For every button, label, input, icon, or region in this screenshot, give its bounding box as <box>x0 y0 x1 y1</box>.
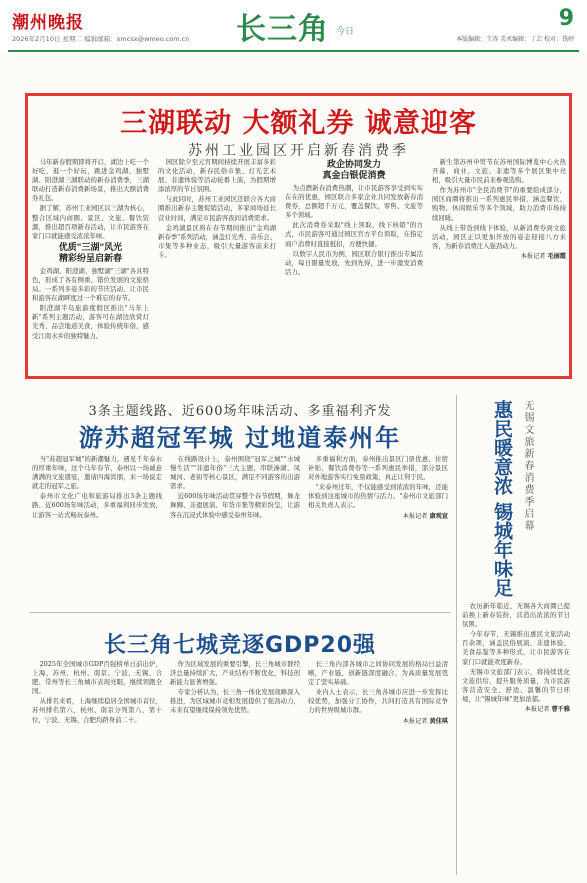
story2-column-3 <box>308 455 448 605</box>
story3-column-1 <box>32 660 162 875</box>
paragraph: 当"苏超冠军城"的新潮魅力，遇见千年泰水的厚重年味，这个马年春节，泰州以一场诚意满满的文旅盛宴，邀请四海宾朋，来一场说走就走的冠军之旅。 <box>32 455 162 491</box>
paragraph: 金鸡湖、阳澄湖、独墅湖"三湖"各具特色，形成了各有侧重、错位发展的文旅格局。一系列多姿多彩的节庆活动，让市民和游客在湖畔度过一个难忘的春节。 <box>32 266 149 303</box>
editor-line: 本版编辑：王涛 美术编辑：丁芸 校对：钱婷 <box>456 36 574 43</box>
story2-column-2 <box>170 455 300 605</box>
story2-headline: 游苏超冠军城 过地道泰州年 <box>78 424 402 452</box>
paragraph: 金鸡湖景区将在春节期间推出"金鸡湖新春季"系列活动，涵盖灯光秀、音乐会、市集等多种业态，吸引大量游客前来打卡。 <box>158 223 276 259</box>
byline-name: 黄佳琪 <box>429 717 448 725</box>
paragraph: 今年春节，无锡推出惠民文旅活动百余项，涵盖民俗展演、非遗体验、美食品鉴等多种形式，让市民游客在家门口就能欢度新春。 <box>462 630 570 666</box>
byline-name: 曹千雅 <box>551 706 570 714</box>
paragraph: 在线路设计上，泰州围绕"冠军之城""水城慢生活""非遗年俗"三大主题，串联溱湖、凤城河、老街等核心景区，满足不同游客的出游需求。 <box>170 455 300 491</box>
lead-subhead-1: 优质"三湖"风光 精彩纷呈启新春 <box>58 242 123 264</box>
feature-column <box>462 602 570 872</box>
page-number-box <box>456 6 578 44</box>
paragraph: 2025年全国城市GDP百强榜单日前出炉，上海、苏州、杭州、南京、宁波、无锡、合肥、常州等长三角城市表现亮眼，继续领跑全国。 <box>32 660 162 696</box>
story3-column-2 <box>170 660 300 875</box>
byline-label: 本报记者 <box>520 252 546 260</box>
paragraph: 作为区域发展的重要引擎，长三角城市群经济总量持续扩大，产业结构不断优化，科技创新能力显著增强。 <box>170 660 300 687</box>
story2-kicker: 3条主题线路、近600场年味活动、多重福利齐发 <box>88 404 392 419</box>
masthead <box>0 0 587 52</box>
paragraph: 长三角内部各城市之间协同发展的格局日益清晰，产业链、创新链深度融合，为高质量发展奠定了坚实基础。 <box>308 660 448 687</box>
byline-label: 本报记者 <box>402 512 428 520</box>
lead-column-2 <box>158 158 276 376</box>
lead-byline <box>432 252 566 261</box>
section-divider <box>30 612 450 613</box>
feature-headline: 惠民暖意浓 锡城年味足 <box>491 400 513 597</box>
lead-column-1 <box>32 158 149 376</box>
masthead-rule <box>8 50 579 52</box>
lead-column-4 <box>432 158 566 376</box>
story3-byline <box>308 717 448 726</box>
dateline: 2026年2月10日 星期二 编辑邮箱：xmcsx@wmeo.com.cn <box>12 35 190 43</box>
paragraph: 从排名来看，上海继续稳居全国城市首位，苏州排名第六，杭州、南京分列第八、第十位，宁波、无锡、合肥均跻身前二十。 <box>32 697 162 724</box>
lead-subheadline: 苏州工业园区开启新春消费季 <box>188 143 409 159</box>
newspaper-logo: 潮州晚报 <box>12 13 84 33</box>
paragraph: 专家分析认为，长三角一体化发展战略深入推进，为区域城市竞相发展提供了强劲动力，未来有望继续保持领先优势。 <box>170 688 300 715</box>
feature-byline <box>462 705 570 714</box>
paragraph: "来泰州过年，不仅能感受到浓浓的年味，还能体验到这座城市的热情与活力。"泰州市文旅部门相关负责人表示。 <box>308 483 448 510</box>
paragraph: 泰州市文化广电和旅游局推出3条主题线路、近600场年味活动，多重福利同步发放，让游客一站式畅玩泰州。 <box>32 492 162 519</box>
feature-headline-box <box>460 400 572 600</box>
paragraph: 据了解，苏州工业园区以三湖为核心，整合区域内商圈、景区、文旅、餐饮资源，推出超百项新春活动，让市民游客在家门口就能感受浓浓年味。 <box>32 204 149 240</box>
lead-headline: 三湖联动 大额礼券 诚意迎客 <box>120 108 477 139</box>
story2-byline <box>308 512 448 521</box>
paragraph: 园区除夕至元宵期间持续开展丰富多彩的文化活动，新春民俗市集、灯光艺术展、非遗体验等活动轮番上演，为假期增添浓厚的节日氛围。 <box>158 158 276 194</box>
byline-name: 康观宣 <box>429 512 448 520</box>
paragraph: 作为苏州市"全民消费节"的重要组成部分，园区商圈将推出一系列惠民举措，涵盖餐饮、购物、休闲娱乐等多个领域，助力消费市场持续回暖。 <box>432 186 566 222</box>
paragraph: 马年新春假期即将开启，湖边上吃一个好吃、逛一个好玩，跳进金鸡湖、独墅湖、阳澄湖三湖联动的新春消费季，三湖联动打造新春消费新场景，推出大额消费券礼包。 <box>32 158 149 203</box>
paragraph: 无锡市文旅部门表示，将持续优化文旅供给，提升服务质量，为市民游客营造安全、舒适、温馨的节日环境，让"锡城年味"更加浓郁。 <box>462 667 570 703</box>
paragraph: 此次消费券采取"线上领取、线下核销"的方式，市民游客可通过园区官方平台领取，在指定商户消费时直接抵扣，方便快捷。 <box>285 221 423 248</box>
byline-name: 毛丽霞 <box>547 252 566 260</box>
paragraph: 多重福利方面，泰州推出景区门票优惠、住宿补贴、餐饮消费券等一系列惠民举措，部分景区对外地游客实行免票政策，真正让利于民。 <box>308 455 448 482</box>
paragraph: 近600场年味活动贯穿整个春节假期，舞龙舞狮、非遗展演、年货市集等精彩纷呈，让游客在沉浸式体验中感受泰州年味。 <box>170 492 300 519</box>
story3-headline: 长三角七城竞逐GDP20强 <box>103 633 377 658</box>
lead-column-3 <box>285 158 423 376</box>
paragraph: 新生第苏州申贸节在苏州国际博览中心火热开幕，商业、文旅、非遗等多个展区集中亮相，吸引大量市民前来参观选购。 <box>432 158 566 185</box>
byline-label: 本报记者 <box>402 717 428 725</box>
paragraph: 与此同时，苏州工业园区还联合各大商圈推出新春主题促销活动，多家商场延长营业时间，满足市民游客夜间消费需求。 <box>158 195 276 222</box>
page-number: 9 <box>558 6 574 31</box>
story2-column-1 <box>32 455 162 605</box>
byline-label: 本报记者 <box>524 706 550 714</box>
paragraph: 以数字人民币为例，园区联合银行推出专属活动，每日限量发放，先到先得，进一步激发消费活力。 <box>285 249 423 276</box>
paragraph: 业内人士表示，长三角各城市应进一步发挥比较优势，加强分工协作，共同打造具有国际竞争力的世界级城市群。 <box>308 688 448 715</box>
paragraph: 农历新年临近，无锡各大商圈已提前换上新春装扮，营造出浓浓的节日氛围。 <box>462 602 570 629</box>
paragraph: 从线上带货到线下体验，从新消费券到文旅活动，园区正以更加开放的姿态迎接八方来客，为新春消费注入强劲动力。 <box>432 223 566 250</box>
paragraph: 阳澄湖半岛旅游度假区推出"马年上新"系列主题活动，游客可在湖边欣赏灯光秀、品尝地道美食，体验传统年俗，感受江南水乡的独特魅力。 <box>32 304 149 340</box>
section-name: 长三角 <box>236 12 329 47</box>
story3-column-3 <box>308 660 448 875</box>
paragraph: 为点燃新春消费热潮，让市民游客享受到实实在在的优惠，园区联合多家企业共同发放新春消费券，总额超千万元，覆盖餐饮、零售、文旅等多个领域。 <box>285 184 423 220</box>
column-divider <box>456 395 457 875</box>
feature-subheadline: 无锡文旅新春消费季启幕 <box>522 400 533 532</box>
lead-subhead-2: 政企协同发力 真金白银促消费 <box>322 160 386 181</box>
section-sub: 今日 <box>336 27 355 37</box>
